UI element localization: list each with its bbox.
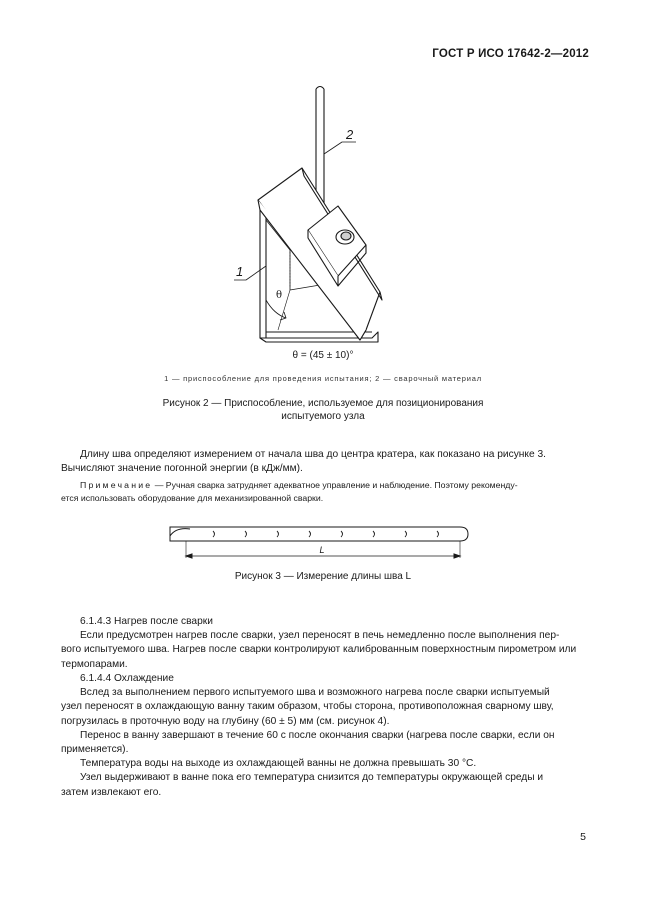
paragraph-line: Если предусмотрен нагрев после сварки, узел переносят в печь немедленно после выполнения пер-: [80, 630, 560, 642]
theta-arc: [266, 300, 286, 318]
note-line2: ется использовать оборудование для механизированной сварки.: [61, 493, 324, 503]
page-number: 5: [580, 831, 586, 843]
fixture-vertical-plate: [260, 210, 266, 338]
weld-ripples: [213, 531, 439, 537]
paragraph-line: вого испытуемого шва. Нагрев после сварки контролируют калиброванным поверхностным пирометром или: [61, 644, 577, 656]
paragraph-weld-length: [61, 448, 591, 476]
weld-length-figure: [168, 524, 472, 566]
theta-label: θ: [276, 290, 283, 301]
paragraph-line: Вслед за выполнением первого испытуемого шва и возможного нагрева после сварки испытуемый: [80, 687, 550, 699]
figure2-label-2: 2: [346, 127, 354, 142]
leader-line-2: [324, 142, 356, 154]
paragraph-line: Вычисляют значение погонной энергии (в кДж/мм).: [61, 463, 303, 475]
figure2-caption: [130, 397, 516, 423]
note-paragraph: [61, 479, 591, 505]
paragraph-line: применяется).: [61, 744, 129, 756]
angle-formula: θ = (45 ± 10)°: [292, 350, 354, 361]
paragraph-line: Длину шва определяют измерением от начала шва до центра кратера, как показано на рисунке 3.: [80, 449, 546, 460]
paragraph-line: узел переносят в охлаждающую ванну таким образом, чтобы сторона, противоположная сварному шву,: [61, 701, 554, 713]
section-heading: 6.1.4.4 Охлаждение: [80, 673, 174, 684]
figure3-caption: Рисунок 3 — Измерение длины шва L: [234, 571, 412, 582]
paragraph-line: погрузилась в проточную воду на глубину (60 ± 5) мм (см. рисунок 4).: [61, 715, 390, 727]
paragraph-line: термопарами.: [61, 658, 128, 670]
standard-header: ГОСТ Р ИСО 17642-2—2012: [432, 48, 589, 60]
figure2-caption-line2: испытуемого узла: [281, 411, 365, 422]
section-heading: 6.1.4.3 Нагрев после сварки: [80, 616, 213, 627]
section-6144: [61, 672, 591, 800]
paragraph-line: Перенос в ванну завершают в течение 60 с после окончания сварки (нагрева после сварки, если он: [80, 729, 555, 741]
note-text: — Ручная сварка затрудняет адекватное управление и наблюдение. Поэтому рекоменду-: [152, 480, 518, 490]
weld-start-mark: [170, 529, 190, 541]
figure2-caption-line1: Рисунок 2 — Приспособление, используемое для позиционирования: [162, 398, 484, 409]
paragraph-line: Температура воды на выходе из охлаждающей ванны не должна превышать 30 °С.: [80, 758, 477, 770]
figure2-label-1: 1: [236, 264, 244, 279]
paragraph-line: Узел выдерживают в ванне пока его температура снизится до температуры окружающей среды и: [80, 772, 544, 784]
positioning-fixture-figure: [220, 80, 420, 380]
paragraph-line: затем извлекают его.: [61, 786, 162, 798]
figure2-legend: 1 — приспособление для проведения испытания; 2 — сварочный материал: [164, 374, 482, 383]
dimension-label-L: L: [319, 545, 325, 555]
section-6143: [61, 615, 591, 672]
note-lead: Примечание: [80, 480, 153, 490]
